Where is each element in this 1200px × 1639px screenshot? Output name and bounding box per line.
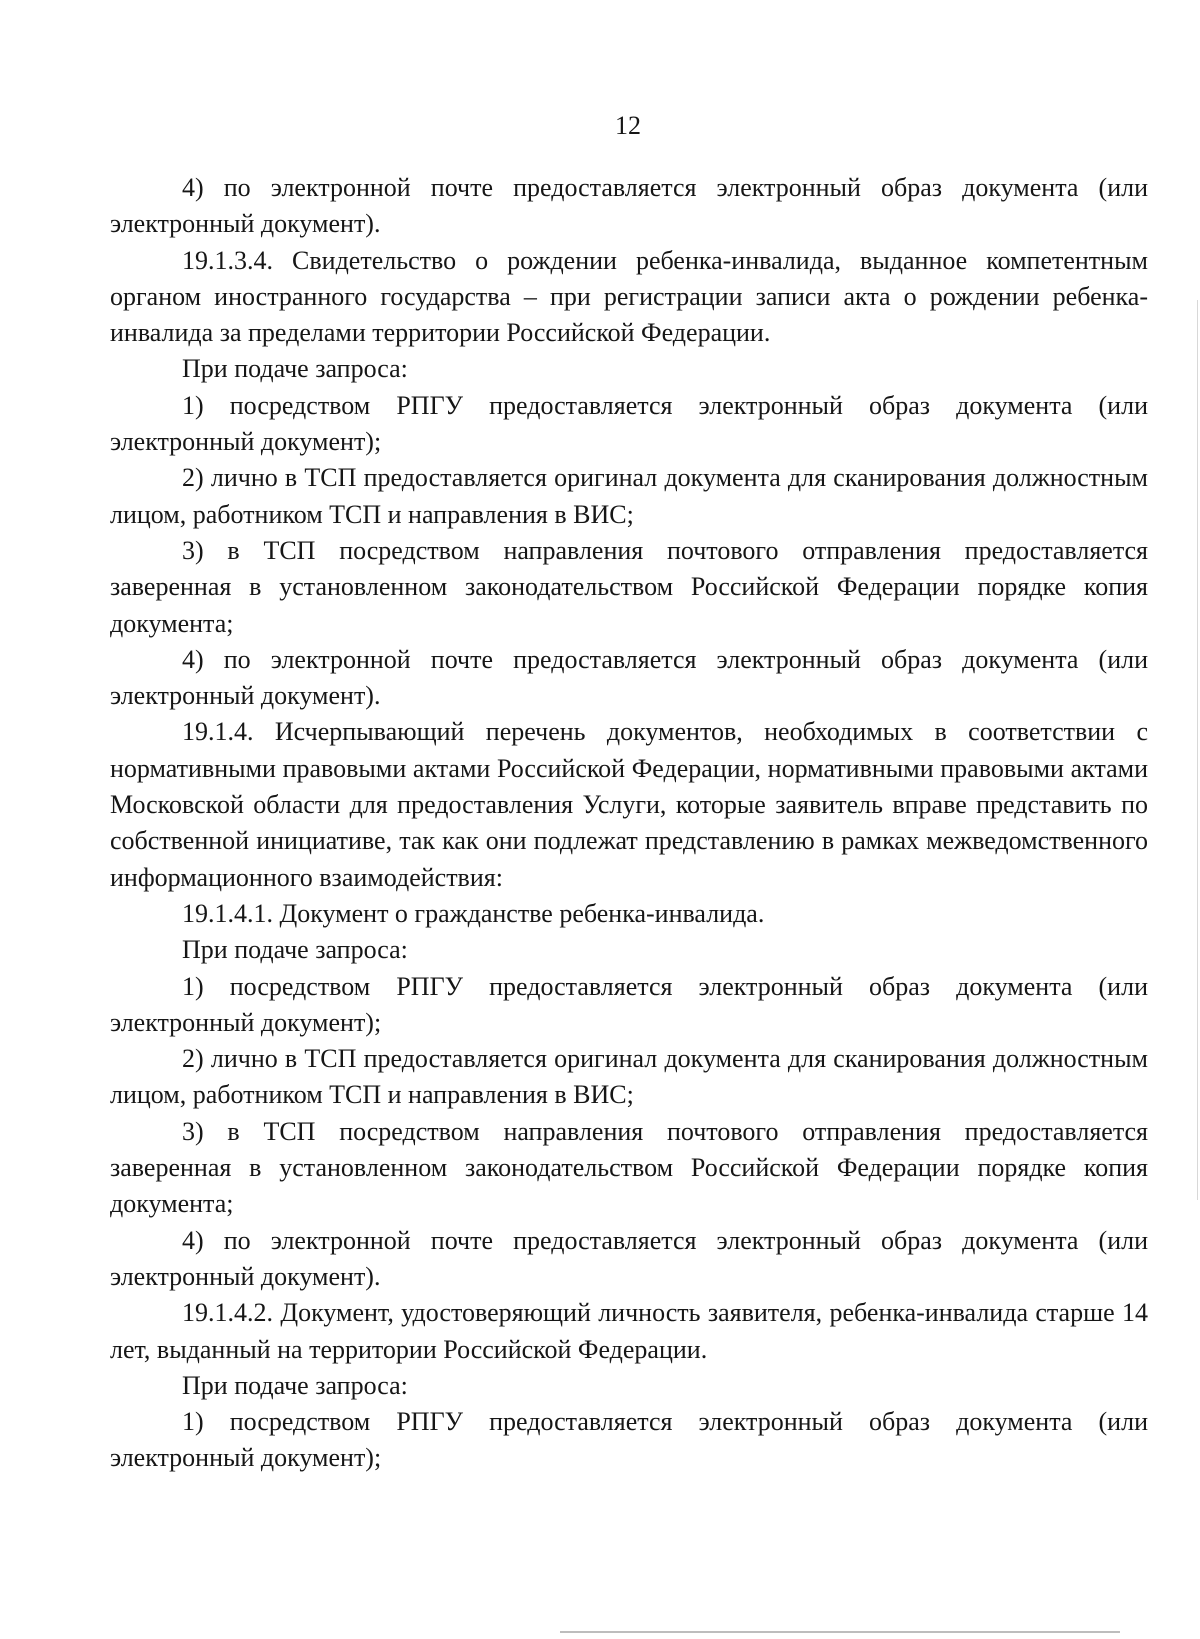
paragraph-19-1-4-2: 19.1.4.2. Документ, удостоверяющий личность заявителя, ребенка-инвалида старше 14 лет, выданный на территории Российской Федерации. [110, 1298, 1148, 1364]
paragraph-19-1-4-1: 19.1.4.1. Документ о гражданстве ребенка-инвалида. [182, 898, 765, 928]
document-body [110, 170, 1148, 1477]
scan-edge-line [1197, 300, 1198, 1200]
paragraph-request-intro-1: При подаче запроса: [182, 354, 408, 384]
paragraph-email-image-2: 4) по электронной почте предоставляется электронный образ документа (или электронный документ). [110, 644, 1148, 711]
paragraph-email-image-1: 4) по электронной почте предоставляется электронный образ документа (или электронный документ). [110, 173, 1148, 239]
paragraph-rpgu-1: 1) посредством РПГУ предоставляется электронный образ документа (или электронный документ); [110, 390, 1148, 457]
paragraph-rpgu-2: 1) посредством РПГУ предоставляется электронный образ документа (или электронный документ); [110, 971, 1148, 1037]
paragraph-tsp-in-person-2: 2) лично в ТСП предоставляется оригинал документа для сканирования должностным лицом, работником ТСП и направления в ВИС; [110, 1044, 1148, 1110]
paragraph-tsp-post-2: 3) в ТСП посредством направления почтового отправления предоставляется заверенная в установленном законодательством Российской Федерации порядке копия документа; [110, 1116, 1148, 1219]
paragraph-tsp-in-person-1: 2) лично в ТСП предоставляется оригинал документа для сканирования должностным лицом, работником ТСП и направления в ВИС; [110, 463, 1148, 529]
paragraph-request-intro-2: При подаче запроса: [182, 935, 408, 965]
paragraph-19-1-4: 19.1.4. Исчерпывающий перечень документов, необходимых в соответствии с нормативными правовыми актами Российской Федерации, нормативными правовыми актами Московской области для предоставления Услуги, которые заявитель вправе представить по собственной инициативе, так как они подлежат представлению в рамках межведомственного информационного взаимодействия: [110, 717, 1148, 892]
scan-bottom-line [560, 1631, 1120, 1633]
paragraph-rpgu-3: 1) посредством РПГУ предоставляется электронный образ документа (или электронный документ); [110, 1407, 1148, 1473]
paragraph-tsp-post-1: 3) в ТСП посредством направления почтового отправления предоставляется заверенная в установленном законодательством Российской Федерации порядке копия документа; [110, 535, 1148, 638]
page-number: 12 [615, 111, 641, 140]
paragraph-email-image-3: 4) по электронной почте предоставляется электронный образ документа (или электронный документ). [110, 1225, 1148, 1291]
paragraph-19-1-3-4: 19.1.3.4. Свидетельство о рождении ребенка-инвалида, выданное компетентным органом иностранного государства – при регистрации записи акта о рождении ребенка-инвалида за пределами территории Российской Федерации. [110, 245, 1148, 348]
paragraph-request-intro-3: При подаче запроса: [182, 1370, 408, 1400]
